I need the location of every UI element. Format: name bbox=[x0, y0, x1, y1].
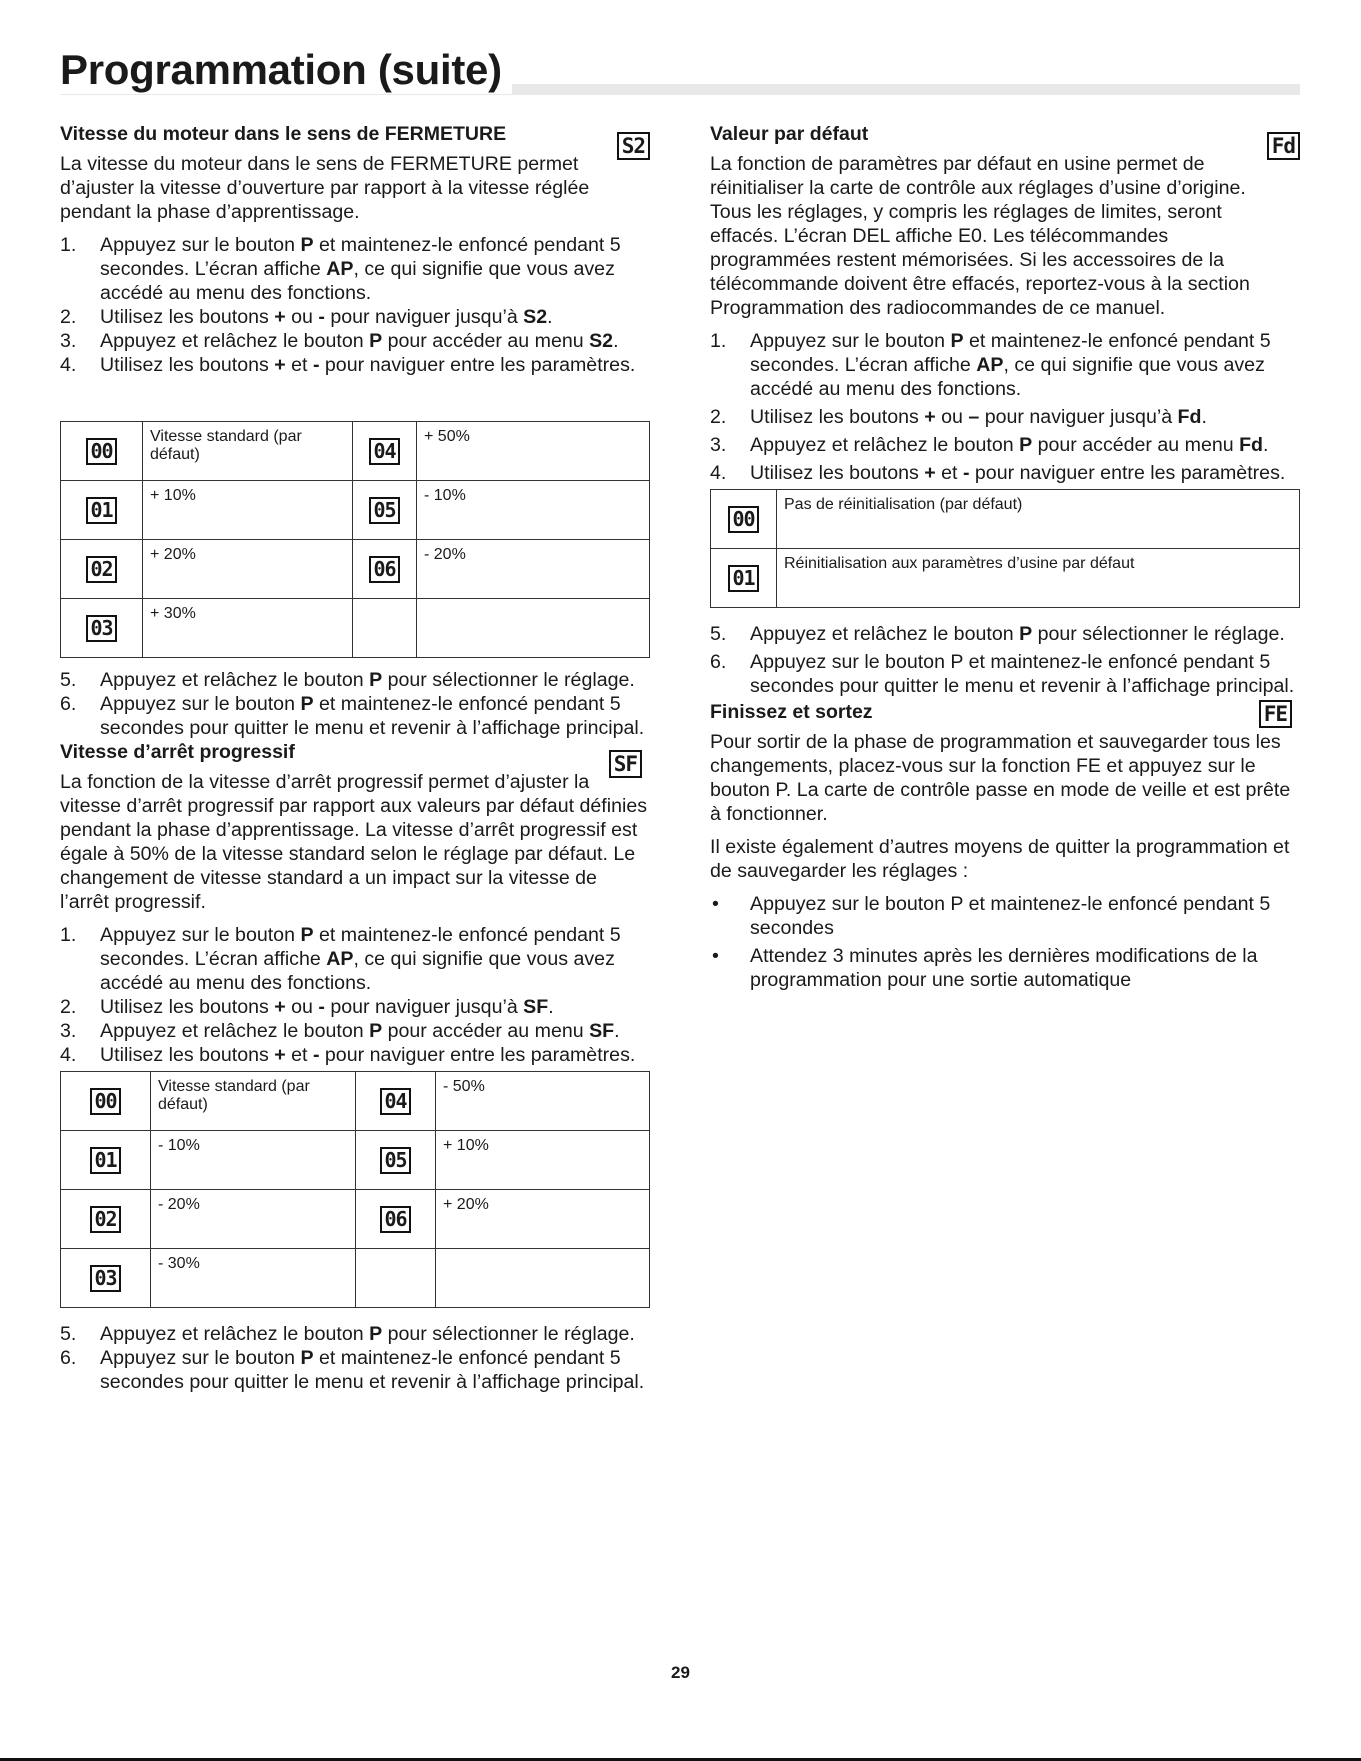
section-intro: La vitesse du moteur dans le sens de FERMETURE permet d’ajuster la vitesse d’ouverture par rapport à la vitesse réglée pendant la phase d’apprentissage. bbox=[60, 153, 590, 223]
step-item: 2. Utilisez les boutons + ou - pour naviguer jusqu’à S2. bbox=[60, 306, 553, 328]
table-row bbox=[61, 481, 650, 540]
table-row bbox=[61, 540, 650, 599]
table-row bbox=[711, 490, 1300, 549]
step-item: 4. Utilisez les boutons + et - pour naviguer entre les paramètres. bbox=[60, 354, 636, 376]
section-fd bbox=[710, 122, 1300, 698]
bullet-list bbox=[710, 892, 1300, 992]
table-row bbox=[711, 549, 1300, 608]
table-cell: Pas de réinitialisation (par défaut) bbox=[777, 490, 1300, 549]
step-item: 1. Appuyez sur le bouton P et maintenez-le enfoncé pendant 5 secondes. L’écran affiche AP, ce qui signifie que vous avez accédé au menu des fonctions. bbox=[60, 234, 621, 304]
step-item: 6. Appuyez sur le bouton P et maintenez-le enfoncé pendant 5 secondes pour quitter le menu et revenir à l’affichage principal. bbox=[60, 693, 645, 739]
lcd-code: 01 bbox=[728, 565, 758, 592]
steps-list bbox=[60, 1322, 650, 1394]
page-number: 29 bbox=[671, 1663, 690, 1682]
section-intro: La fonction de paramètres par défaut en usine permet de réinitialiser la carte de contrôle aux réglages d’usine d’origine. Tous les réglages, y compris les réglages de limites, seront effacés. L’écran DEL affiche E0. Les télécommandes programmées restent mémorisées. Si les accessoires de la télécommande doivent être effacés, reportez-vous à la section Programmation des radiocommandes de ce manuel. bbox=[710, 153, 1250, 319]
table-cell: Réinitialisation aux paramètres d’usine par défaut bbox=[777, 549, 1300, 608]
step-item: 2. Utilisez les boutons + ou - pour naviguer jusqu’à SF. bbox=[60, 996, 554, 1018]
table-cell: + 30% bbox=[143, 599, 353, 658]
section-intro: Pour sortir de la phase de programmation et sauvegarder tous les changements, placez-vous sur la fonction FE et appuyez sur le bouton P. La carte de contrôle passe en mode de veille et est prête à fonctionner. bbox=[710, 731, 1291, 825]
steps-list bbox=[710, 329, 1300, 485]
section-heading: Valeur par défaut bbox=[710, 123, 869, 145]
step-item: 1. Appuyez sur le bouton P et maintenez-le enfoncé pendant 5 secondes. L’écran affiche AP, ce qui signifie que vous avez accédé au menu des fonctions. bbox=[60, 924, 621, 994]
table-cell: + 50% bbox=[417, 422, 650, 481]
table-row bbox=[61, 1249, 650, 1308]
table-cell-empty bbox=[356, 1249, 436, 1308]
step-item: 4. Utilisez les boutons + et - pour naviguer entre les paramètres. bbox=[60, 1044, 636, 1066]
lcd-code: 00 bbox=[90, 1088, 120, 1115]
lcd-code: 04 bbox=[380, 1088, 410, 1115]
table-cell-empty bbox=[353, 599, 417, 658]
table-cell: - 10% bbox=[151, 1131, 356, 1190]
section-intro: La fonction de la vitesse d’arrêt progressif permet d’ajuster la vitesse d’arrêt progressif par rapport aux valeurs par défaut définies pendant la phase d’apprentissage. La vitesse d’arrêt progressif est égale à 50% de la vitesse standard selon le réglage par défaut. Le changement de vitesse standard a un impact sur la vitesse de l’arrêt progressif. bbox=[60, 771, 648, 913]
list-item: • Appuyez sur le bouton P et maintenez-le enfoncé pendant 5 secondes bbox=[712, 893, 1271, 939]
lcd-code: 04 bbox=[369, 438, 399, 465]
step-item: 2. Utilisez les boutons + ou – pour naviguer jusqu’à Fd. bbox=[710, 406, 1207, 428]
lcd-code: 06 bbox=[369, 556, 399, 583]
table-cell: - 20% bbox=[151, 1190, 356, 1249]
step-item: 5. Appuyez et relâchez le bouton P pour sélectionner le réglage. bbox=[710, 623, 1285, 645]
steps-list bbox=[60, 233, 650, 377]
lcd-code: 01 bbox=[90, 1147, 120, 1174]
lcd-code: 03 bbox=[90, 1265, 120, 1292]
step-item: 4. Utilisez les boutons + et - pour naviguer entre les paramètres. bbox=[710, 462, 1286, 484]
lcd-code: 02 bbox=[90, 1206, 120, 1233]
page-title: Programmation (suite) bbox=[60, 46, 512, 94]
step-item: 6. Appuyez sur le bouton P et maintenez-le enfoncé pendant 5 secondes pour quitter le menu et revenir à l’affichage principal. bbox=[710, 651, 1295, 697]
step-item: 5. Appuyez et relâchez le bouton P pour sélectionner le réglage. bbox=[60, 1323, 635, 1345]
section-s2 bbox=[60, 122, 650, 740]
right-column bbox=[710, 122, 1300, 996]
table-cell: - 20% bbox=[417, 540, 650, 599]
lcd-code: 00 bbox=[728, 506, 758, 533]
steps-list bbox=[60, 668, 650, 740]
display-code-badge: FE bbox=[1259, 700, 1292, 728]
step-item: 3. Appuyez et relâchez le bouton P pour accéder au menu SF. bbox=[60, 1020, 620, 1042]
step-item: 3. Appuyez et relâchez le bouton P pour accéder au menu Fd. bbox=[710, 434, 1269, 456]
section-heading: Finissez et sortez bbox=[710, 701, 873, 723]
lcd-code: 03 bbox=[86, 615, 116, 642]
section-header bbox=[710, 122, 1300, 158]
list-item: • Attendez 3 minutes après les dernières modifications de la programmation pour une sortie automatique bbox=[712, 945, 1258, 991]
settings-table bbox=[60, 1071, 650, 1308]
step-item: 1. Appuyez sur le bouton P et maintenez-le enfoncé pendant 5 secondes. L’écran affiche AP, ce qui signifie que vous avez accédé au menu des fonctions. bbox=[710, 330, 1271, 400]
lcd-code: 06 bbox=[380, 1206, 410, 1233]
settings-table bbox=[60, 421, 650, 658]
section-heading: Vitesse du moteur dans le sens de FERMETURE bbox=[60, 123, 507, 145]
table-cell: Vitesse standard (par défaut) bbox=[151, 1072, 356, 1131]
section-header bbox=[710, 700, 1300, 728]
section-intro-secondary: Il existe également d’autres moyens de quitter la programmation et de sauvegarder les réglages : bbox=[710, 836, 1290, 882]
table-cell: + 10% bbox=[436, 1131, 650, 1190]
lcd-code: 01 bbox=[86, 497, 116, 524]
step-item: 5. Appuyez et relâchez le bouton P pour sélectionner le réglage. bbox=[60, 669, 635, 691]
table-cell: - 50% bbox=[436, 1072, 650, 1131]
section-header bbox=[60, 122, 650, 158]
section-fe bbox=[710, 700, 1300, 992]
step-item: 6. Appuyez sur le bouton P et maintenez-le enfoncé pendant 5 secondes pour quitter le menu et revenir à l’affichage principal. bbox=[60, 1347, 645, 1393]
table-row bbox=[61, 1190, 650, 1249]
table-cell: + 10% bbox=[143, 481, 353, 540]
table-cell: + 20% bbox=[436, 1190, 650, 1249]
table-row bbox=[61, 599, 650, 658]
table-row bbox=[61, 1072, 650, 1131]
steps-list bbox=[60, 923, 650, 1067]
table-row bbox=[61, 1131, 650, 1190]
left-column bbox=[60, 122, 650, 1394]
table-cell: - 30% bbox=[151, 1249, 356, 1308]
display-code-badge: S2 bbox=[617, 132, 650, 160]
table-cell-empty bbox=[436, 1249, 650, 1308]
lcd-code: 02 bbox=[86, 556, 116, 583]
table-row bbox=[61, 422, 650, 481]
section-sf bbox=[60, 740, 650, 1394]
table-cell: - 10% bbox=[417, 481, 650, 540]
table-cell: + 20% bbox=[143, 540, 353, 599]
table-cell: Vitesse standard (par défaut) bbox=[143, 422, 353, 481]
lcd-code: 05 bbox=[369, 497, 399, 524]
step-item: 3. Appuyez et relâchez le bouton P pour accéder au menu S2. bbox=[60, 330, 619, 352]
steps-list bbox=[710, 622, 1300, 698]
section-header bbox=[60, 740, 650, 776]
table-cell-empty bbox=[417, 599, 650, 658]
lcd-code: 05 bbox=[380, 1147, 410, 1174]
display-code-badge: Fd bbox=[1267, 132, 1300, 160]
settings-table bbox=[710, 489, 1300, 608]
section-heading: Vitesse d’arrêt progressif bbox=[60, 741, 295, 763]
lcd-code: 00 bbox=[86, 438, 116, 465]
display-code-badge: SF bbox=[609, 750, 642, 778]
